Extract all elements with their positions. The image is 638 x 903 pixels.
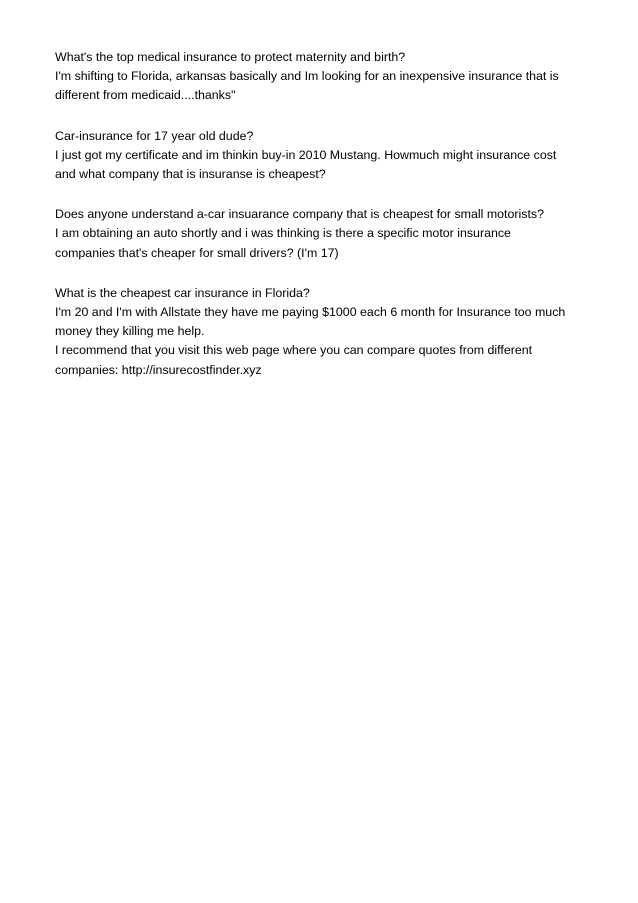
question-heading: What is the cheapest car insurance in Florida? (55, 285, 310, 300)
body-line: companies that's cheaper for small drivers? (I'm 17) (55, 245, 339, 260)
question-heading: Car-insurance for 17 year old dude? (55, 128, 254, 143)
body-line: I just got my certificate and im thinkin buy-in 2010 Mustang. Howmuch might insurance cost (55, 147, 557, 162)
qa-block (55, 48, 598, 106)
qa-block (55, 127, 598, 185)
qa-block (55, 205, 598, 263)
qa-block (55, 284, 598, 380)
body-line: companies: http://insurecostfinder.xyz (55, 362, 262, 377)
body-line: I'm shifting to Florida, arkansas basically and Im looking for an inexpensive insurance that is (55, 69, 559, 84)
body-line: and what company that is insuranse is cheapest? (55, 167, 326, 182)
body-line: money they killing me help. (55, 324, 205, 339)
body-line: different from medicaid....thanks" (55, 88, 236, 103)
body-line: I recommend that you visit this web page where you can compare quotes from different (55, 343, 533, 358)
question-heading: Does anyone understand a-car insuarance company that is cheapest for small motorists? (55, 207, 544, 222)
body-line: I'm 20 and I'm with Allstate they have me paying $1000 each 6 month for Insurance too much (55, 305, 566, 320)
question-heading: What's the top medical insurance to protect maternity and birth? (55, 50, 406, 64)
body-line: I am obtaining an auto shortly and i was thinking is there a specific motor insurance (55, 226, 511, 241)
